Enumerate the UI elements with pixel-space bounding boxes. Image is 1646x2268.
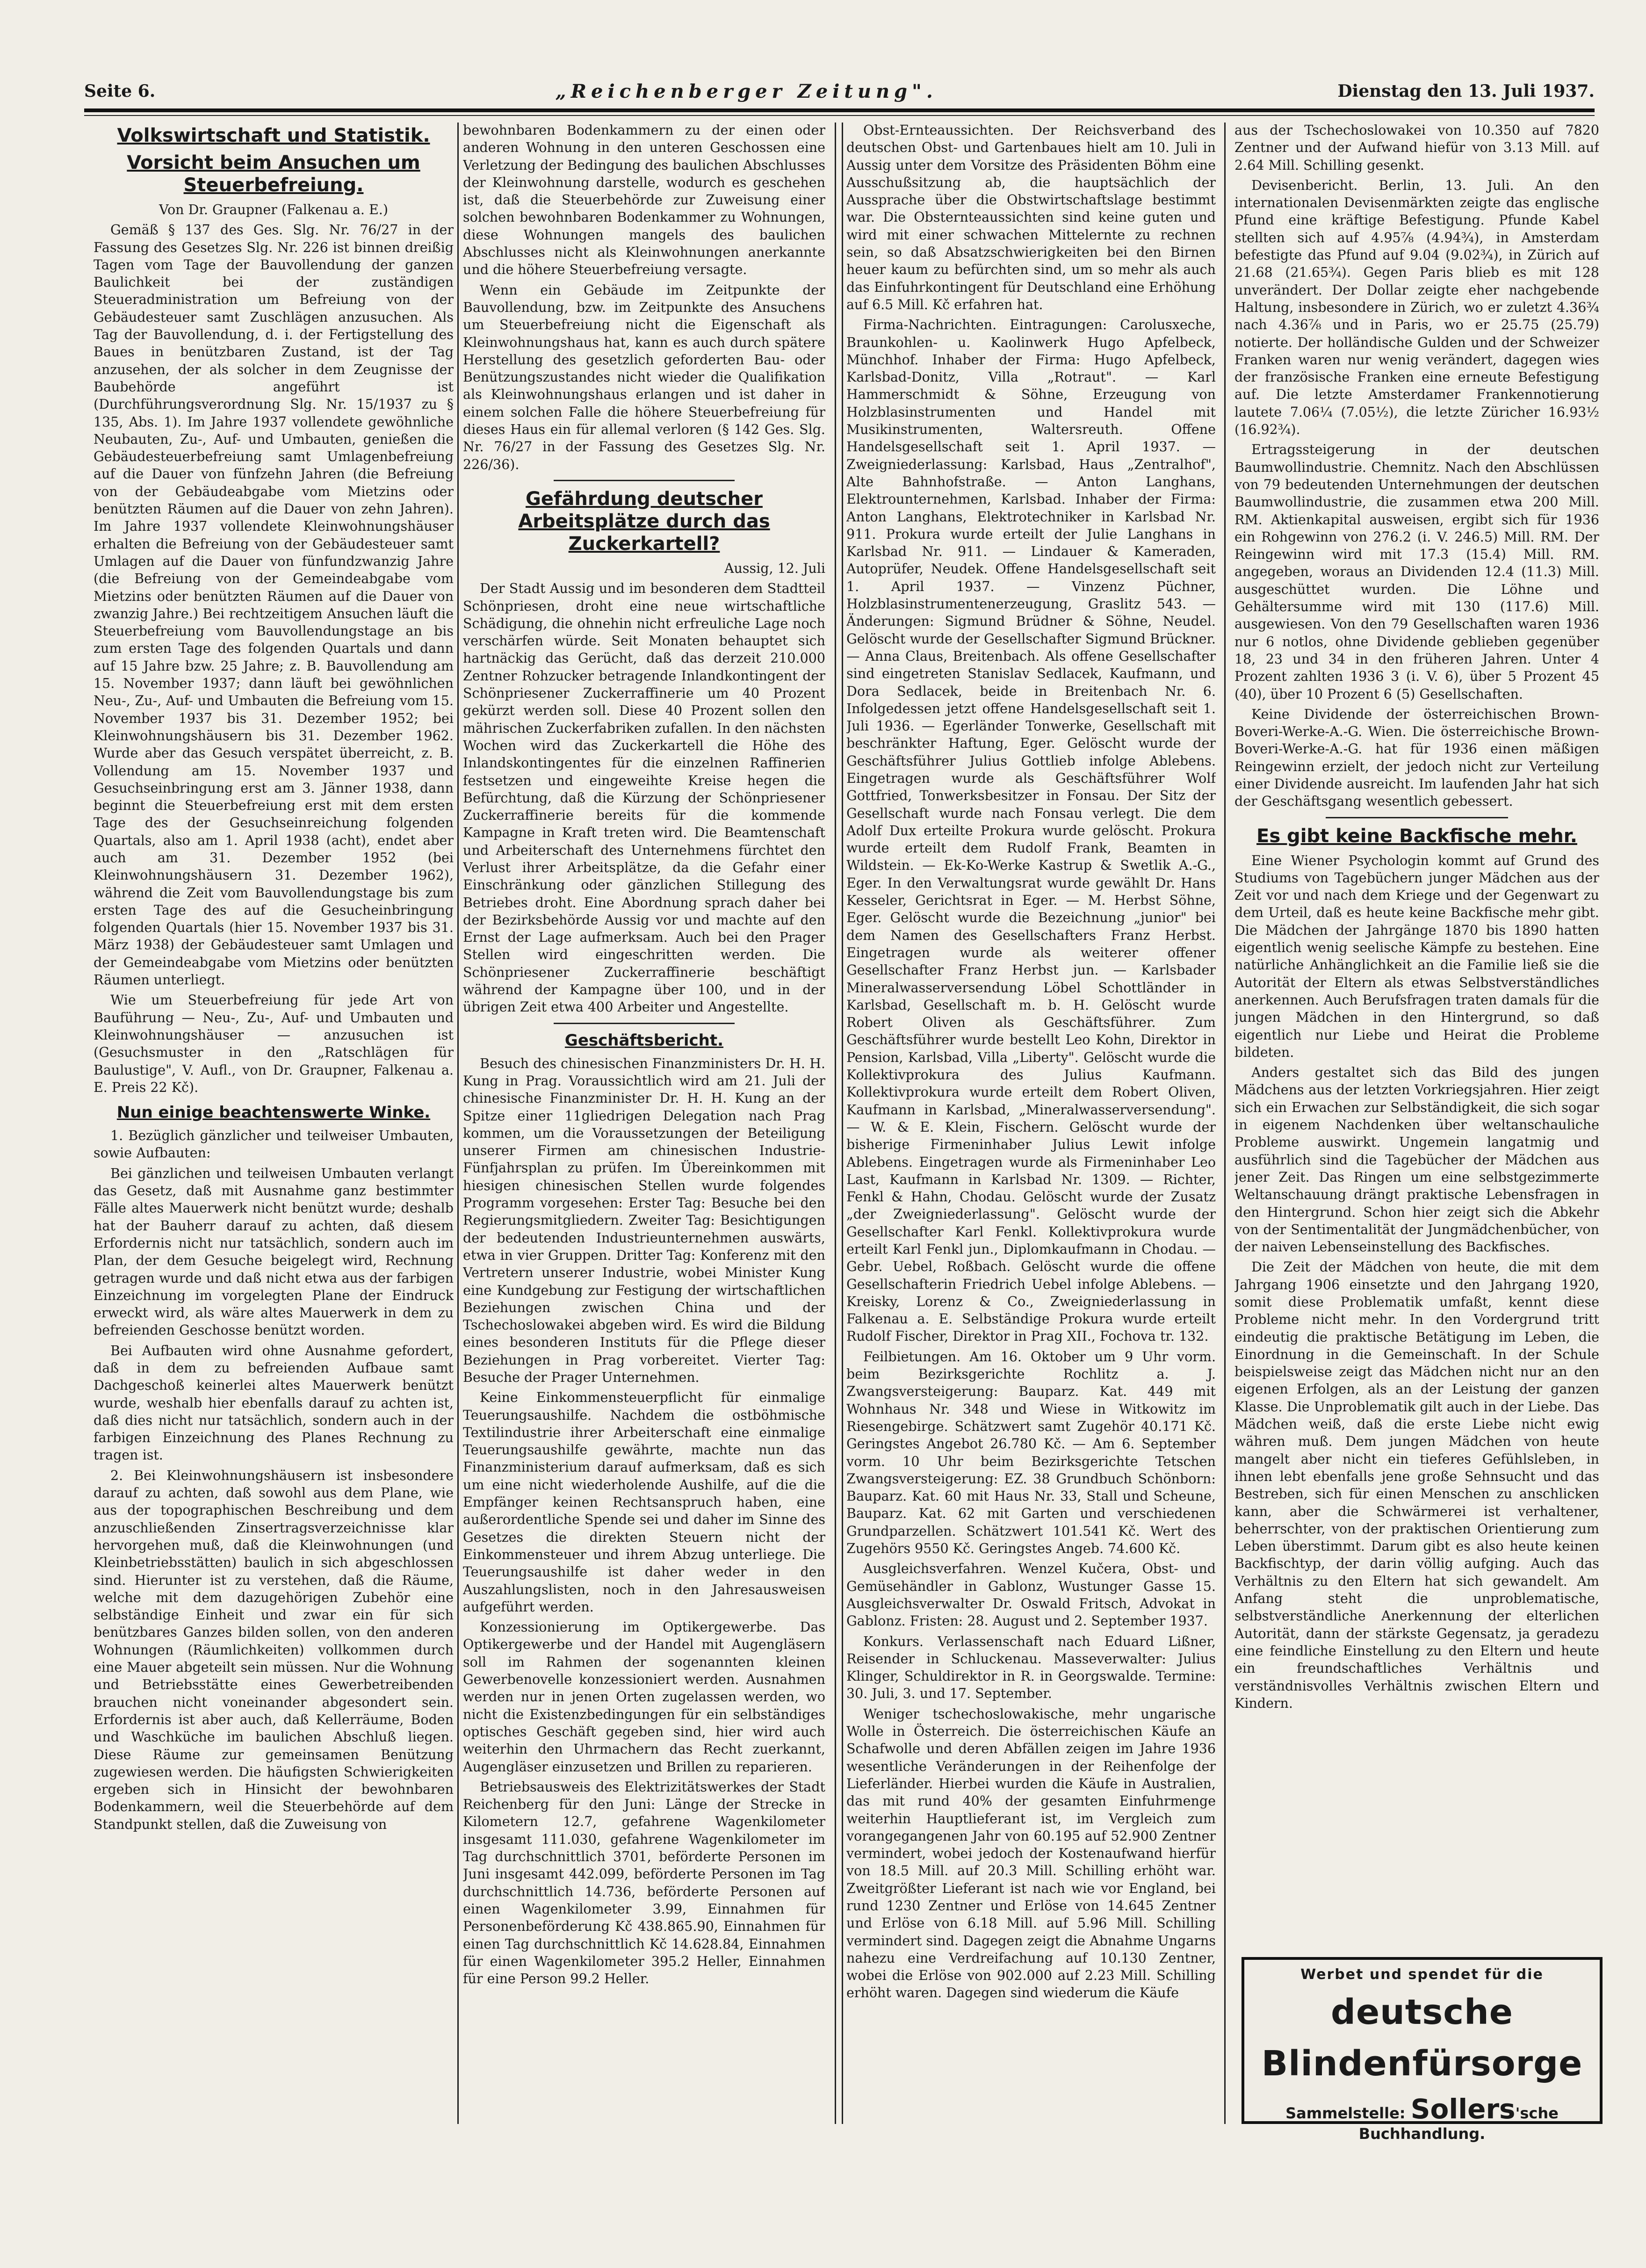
article-separator [554,1023,735,1024]
column-divider [835,123,836,2124]
article-paragraph: Bei Aufbauten wird ohne Ausnahme gefordert, daß in dem zu befreienden Aufbaue samt Dachgeschoß keinerlei altes Mauerwerk benützt wurde, weshalb hier ebenfalls darauf zu achten ist, daß dies nicht nur tatsächlich, sondern auch in der farbigen Einzeichnung des Planes Rechnung zu tragen ist. [94,1343,454,1463]
header-rule-thin [84,115,1595,116]
article-headline: Vorsicht beim Ansuchen um Steuerbefreiung. [127,152,420,196]
ad-footer [1244,2093,1600,2143]
article-paragraph: Gemäß § 137 des Ges. Slg. Nr. 76/27 in der Fassung des Gesetzes Slg. Nr. 226 ist binnen dreißig Tagen vom Tage der Bauvollendung der ganzen Baulichkeit bei der zuständigen Steueradministration um Befreiung von der Gebäudesteuer samt Zuschlägen anzusuchen. Als Tag der Bauvollendung, d. i. der Fertigstellung des Baues in benützbaren Zustand, ist der Tag anzusehen, der als solcher in dem Zeugnisse der Baubehörde angeführt ist (Durchführungsverordnung Slg. Nr. 15/1937 zu § 135, Abs. 1). Im Jahre 1937 vollendete gewöhnliche Neubauten, Zu-, Auf- und Umbauten, genießen die Gebäudesteuerbefreiung samt Umlagenbefreiung auf die Dauer von fünfzehn Jahren (die Befreiung von der Gebäudeabgabe vom Mietzins oder benützten Räumen auf die Dauer von zehn Jahren). Im Jahre 1937 vollendete Kleinwohnungshäuser erhalten die Befreiung von der Gebäudesteuer samt Umlagen auf die Dauer von fünfundzwanzig Jahre (die Befreiung von der Gemeindeabgabe vom Mietzins oder benützten Räumen auf die Dauer von zwanzig Jahre.) Bei rechtzeitigem Ansuchen läuft die Steuerbefreiung vom Bauvollendungstage an bis zum ersten Tage des folgenden Quartals und dann auf 15 Jahre bzw. 25 Jahre; z. B. Bauvollendung am 15. November 1937; dann läuft bei gewöhnlichen Neu-, Zu-, Auf- und Umbauten die Befreiung vom 15. November 1937 bis 31. Dezember 1952; bei Kleinwohnungshäusern bis 31. Dezember 1962. Wurde aber das Gesuch verspätet überreicht, z. B. Vollendung am 15. November 1937 und Gesuchseinbringung erst am 3. Jänner 1938, dann beginnt die Steuerbefreiung erst mit dem ersten Tage des der Gesuchseinreichung folgenden Quartals, also am 1. April 1938 (acht), endet aber auch am 31. Dezember 1952 (bei Kleinwohnungshäusern 31. Dezember 1962), während die Zeit vom Bauvollendungstage bis zum ersten Tage des auf die Gesucheinbringung folgenden Quartals (hier 15. November 1937 bis 31. März 1938) der Gebäudesteuer samt Umlagen und der Gemeindeabgabe vom Mietzins oder benützten Räumen unterliegt. [94,222,454,988]
column-3 [846,122,1216,2165]
column-divider [1224,123,1226,2124]
article-paragraph: Der Stadt Aussig und im besonderen dem Stadtteil Schönpriesen, droht eine neue wirtschaftliche Schädigung, die ohnehin nicht erfreuliche Lage noch verschärfen würde. Seit Monaten behauptet sich hartnäckig das Gerücht, daß das derzeit 210.000 Zentner Rohzucker betragende Inlandkontingent der Schönpriesener Zuckerraffinerie um 40 Prozent gekürzt werden soll. Diese 40 Prozent sollen den mährischen Zuckerfabriken zufallen. In den nächsten Wochen wird das Zuckerkartell die Höhe des Inlandskontingentes für die einzelnen Raffinerien festsetzen und eingeweihte Kreise hegen die Befürchtung, daß die Kürzung der Schönpriesener Zuckerraffinerie bereits für die kommende Kampagne in Kraft treten wird. Die Beamtenschaft und Arbeiterschaft des Unternehmens fürchtet den Verlust ihrer Arbeitsplätze, da die Gefahr einer Einschränkung oder gänzlichen Stillegung des Betriebes droht. Eine Abordnung sprach daher bei der Bezirksbehörde Aussig vor und machte auf den Ernst der Lage aufmerksam. Auch bei den Prager Stellen wird eingeschritten werden. Die Schönpriesener Zuckerraffinerie beschäftigt während der Kampagne über 100, und in der übrigen Zeit etwa 400 Arbeiter und Angestellte. [463,581,825,1015]
article-paragraph: 2. Bei Kleinwohnungshäusern ist insbesondere darauf zu achten, daß sowohl aus dem Plane, wie aus der topographischen Beschreibung und dem anzuschließenden Zinsertragsverzeichnisse klar hervorgehen muß, daß die Kleinwohnungen (und Kleinbetriebsstätten) baulich in sich abgeschlossen sind. Hierunter ist zu verstehen, daß die Räume, welche mit dem dazugehörigen Zubehör eine selbständige Einheit und zwar ein für sich benützbares Ganzes bilden sollen, von den anderen Wohnungen (Räumlichkeiten) vollkommen durch eine Mauer abgeteilt sein müssen. Nur die Wohnung und Betriebsstätte eines Gewerbetreibenden brauchen nicht voneinander abgesondert sein. Erfordernis ist aber auch, daß Kellerräume, Boden und Waschküche im baulichen Abschluß liegen. Diese Räume zur gemeinsamen Benützung zugewiesen werden. Die häufigsten Schwierigkeiten ergeben sich in Hinsicht der bewohnbaren Bodenkammern, weil die Steuerbehörde auf dem Standpunkt stellen, daß die Zuweisung von [94,1467,454,1832]
news-item: Konzessionierung im Optikergewerbe. Das Optikergewerbe und der Handel mit Augengläsern soll im Rahmen der sogenannten kleinen Gewerbenovelle konzessioniert werden. Ausnahmen werden nur in jenen Orten zugelassen werden, wo nicht die Existenzbedingungen für ein selbständiges optisches Geschäft gegeben sind, hier wird auch weiterhin den Uhrmachern das Recht zuerkannt, Augengläser einzusetzen und Brillen zu reparieren. [463,1619,825,1775]
news-item: Obst-Ernteaussichten. Der Reichsverband des deutschen Obst- und Gartenbaues hielt am 10. Juli in Aussig unter dem Vorsitze des Präsidenten Böhm eine Ausschußsitzung ab, die hauptsächlich der Aussprache über die Obstwirtschaftslage bestimmt war. Die Obsternteaussichten sind keine guten und wird mit einer schwachen Mittelernte zu rechnen sein, so daß Absatzschwierigkeiten bei den Birnen heuer kaum zu befürchten sind, um so mehr als auch das Einfuhrkontingent für Deutschland eine Erhöhung auf 6.5 Mill. Kč erfahren hat. [846,123,1216,312]
article-paragraph: Anders gestaltet sich das Bild des jungen Mädchens aus der letzten Vorkriegsjahren. Hier zeigt sich ein Erwachen zur Selbständigkeit, die sich sogar in eigenem Nachdenken über weltanschauliche Probleme auswirkt. Ungemein langatmig und ausführlich sind die Tagebücher der Mädchen aus jener Zeit. Das Ringen um eine selbstgezimmerte Weltanschauung drängt praktische Lebensfragen in den Hintergrund. Schon hier zeigt sich die Abkehr von der Sentimentalität der Jungmädchenbücher, von der naiven Lebenseinstellung des Backfisches. [1234,1065,1599,1255]
column-2 [463,122,825,2165]
article-paragraph: 1. Bezüglich gänzlicher und teilweiser Umbauten, sowie Aufbauten: [94,1128,454,1161]
news-item: Devisenbericht. Berlin, 13. Juli. An den internationalen Devisenmärkten zeigte das englische Pfund eine kräftige Befestigung. Pfunde Kabel stellten sich auf 4.95⅞ (4.94¾), in Amsterdam befestigte das Pfund auf 9.04 (9.02¾), in Zürich auf 21.68 (21.65¾). Gegen Paris blieb es mit 128 unverändert. Der Dollar zeigte eher nachgebende Haltung, insbesondere in Zürich, wo er zuletzt 4.36¾ nach 4.36⅞ und in Paris, wo er 25.75 (25.79) notierte. Der holländische Gulden und der Schweizer Franken waren nur wenig verändert, dagegen wies der französische Franken eine erneute Befestigung auf. Die letzte Amsterdamer Frankennotierung lautete 7.06¼ (7.05½), die letzte Züricher 16.93½ (16.92¾). [1234,177,1599,438]
ad-tagline: Werbet und spendet für die [1300,1966,1544,1983]
column-divider [842,123,843,2124]
news-item: Keine Einkommensteuerpflicht für einmalige Teuerungsaushilfe. Nachdem die ostböhmische Textilindustrie ihrer Arbeiterschaft eine einmalige Teuerungsaushilfe gewährte, machte nun das Finanzministerium darauf aufmerksam, daß es sich um eine nicht wiederholende Aushilfe, auf die die Empfänger keinen Rechtsanspruch haben, eine außerordentliche Spende sei und daher im Sinne des Gesetzes die direkten Steuern nicht der Einkommensteuer und ihrem Abzug unterliege. Die Teuerungsaushilfe ist daher weder in den Auszahlungslisten, noch in den Jahresausweisen aufgeführt werden. [463,1390,825,1615]
article-byline: Von Dr. Graupner (Falkenau a. E.) [159,202,388,217]
page-header [84,75,1595,108]
ad-footer-label: Sammelstelle: [1285,2104,1406,2122]
article-paragraph: Wie um Steuerbefreiung für jede Art von Bauführung — Neu-, Zu-, Auf- und Umbauten und Kleinwohnungshäuser — anzusuchen ist (Gesuchsmuster in den „Ratschlägen für Baulustige", V. Aufl., von Dr. Graupner, Falkenau a. E. Preis 22 Kč). [94,992,454,1095]
news-item: Keine Dividende der österreichischen Brown-Boveri-Werke-A.-G. Wien. Die österreichische Brown-Boveri-Werke-A.-G. hat für 1936 einen mäßigen Reingewinn erzielt, der jedoch nicht zur Verteilung einer Dividende ausreicht. Im laufenden Jahr hat sich der Geschäftsgang wesentlich gebessert. [1234,706,1599,809]
article-headline: Es gibt keine Backfische mehr. [1256,825,1577,847]
section-title: Volkswirtschaft und Statistik. [117,125,430,146]
news-item: aus der Tschechoslowakei von 10.350 auf 7820 Zentner und der Aufwand hiefür von 3.13 Mill. auf 2.64 Mill. Schilling gesenkt. [1234,123,1599,173]
news-item: Besuch des chinesischen Finanzministers Dr. H. H. Kung in Prag. Voraussichtlich wird am 21. Juli der chinesische Finanzminister Dr. H. H. Kung an der Spitze einer 11gliedrigen Delegation nach Prag kommen, um die Voraussetzungen der Beteiligung unserer Firmen am chinesischen Industrie-Fünfjahrsplan zu prüfen. Im Übereinkommen mit hiesigen chinesischen Stellen wurde folgendes Programm vorgesehen: Erster Tag: Besuche bei den Regierungsmitgliedern. Zweiter Tag: Besichtigungen der bedeutenden Industrieunternehmen auswärts, etwa in vier Gruppen. Dritter Tag: Konferenz mit den Vertretern unserer Industrie, wobei Minister Kung eine Kundgebung zur Festigung der wirtschaftlichen Beziehungen zwischen China und der Tschechoslowakei abgeben wird. Es wird die Bildung eines besonderen Instituts für die Pflege dieser Beziehungen in Prag vorbereitet. Vierter Tag: Besuche der Prager Unternehmen. [463,1055,825,1385]
article-subheading: Nun einige beachtenswerte Winke. [116,1103,431,1122]
masthead: „Reichenberger Zeitung". [555,80,938,102]
news-item: Betriebsausweis des Elektrizitätswerkes der Stadt Reichenberg für den Juni: Länge der Strecke in Kilometern 12.7, gefahrene Wagenkilometer insgesamt 111.030, gefahrene Wagenkilometer im Tag durchschnittlich 3701, beförderte Personen im Juni insgesamt 442.099, beförderte Personen im Tag durchschnittlich 14.736, beförderte Personen auf einen Wagenkilometer 3.99, Einnahmen für Personenbeförderung Kč 438.865.90, Einnahmen für einen Tag durchschnittlich Kč 14.628.84, Einnahmen für einen Wagenkilometer 395.2 Heller, Einnahmen für eine Person 99.2 Heller. [463,1779,825,1987]
article-separator [554,480,735,481]
article-paragraph: Wenn ein Gebäude im Zeitpunkte der Bauvollendung, bzw. im Zeitpunkte des Ansuchens um Steuerbefreiung nicht die Eigenschaft als Kleinwohnungshaus hat, kann es auch durch spätere Herstellung des gesetzlich geforderten Bau- oder Benützungszustandes nicht wieder die Qualifikation als Kleinwohnungshaus erlangen und ist daher in einem solchen Falle die höhere Steuerbefreiung für dieses Haus ein für allemal verloren (§ 142 Ges. Slg. Nr. 76/27 in der Fassung des Gesetzes Slg. Nr. 226/36). [463,282,825,472]
news-item: Ertragssteigerung in der deutschen Baumwollindustrie. Chemnitz. Nach den Abschlüssen von 79 bedeutenden Unternehmungen der deutschen Baumwollindustrie, die zusammen etwa 200 Mill. RM. Aktienkapital ausweisen, ergibt sich für 1936 ein Rohgewinn von 276.2 (i. V. 246.5) Mill. RM. Der Reingewinn wird mit 17.3 (15.4) Mill. RM. angegeben, woraus an Dividenden 12.4 (11.3) Mill. ausgeschüttet wurden. Die Löhne und Gehältersumme wird mit 130 (117.6) Mill. ausgewiesen. Von den 79 Gesellschaften waren 1936 nur 6 notlos, ohne Dividende geblieben gegenüber 18, 23 und 34 in den früheren Jahren. Unter 4 Prozent zahlten 1936 3 (i. V. 6), über 5 Prozent 45 (40), über 10 Prozent 6 (5) Gesellschaften. [1234,442,1599,702]
column-divider [457,123,459,2124]
news-item: Feilbietungen. Am 16. Oktober um 9 Uhr vorm. beim Bezirksgerichte Rochlitz a. J. Zwangsversteigerung: Bauparz. Kat. 449 mit Wohnhaus Nr. 348 und Wiese in Witkowitz im Riesengebirge. Schätzwert samt Zugehör 40.171 Kč. Geringstes Angebot 26.780 Kč. — Am 6. September vorm. 10 Uhr beim Bezirksgerichte Tetschen Zwangsversteigerung: EZ. 38 Grundbuch Schönborn: Bauparz. Kat. 60 mit Haus Nr. 33, Stall und Scheune, Bauparz. Kat. 62 mit Garten und verschiedenen Grundparzellen. Schätzwert 101.541 Kč. Wert des Zugehörs 9550 Kč. Geringstes Angeb. 74.600 Kč. [846,1349,1216,1557]
article-paragraph: Eine Wiener Psychologin kommt auf Grund des Studiums von Tagebüchern junger Mädchen aus der Zeit vor und nach dem Kriege und der Gegenwart zu dem Urteil, daß es heute keine Backfische mehr gibt. Die Mädchen der Jahrgänge 1870 bis 1890 hatten eigentlich wenig seelische Kämpfe zu bestehen. Eine natürliche Anhänglichkeit an die Familie ließ sie die Autorität der Eltern als etwas Selbstverständliches anerkennen. Auch Berufsfragen traten damals für die jungen Mädchen in den Hintergrund, so daß eigentlich nur Liebe und Heirat die Probleme bildeten. [1234,852,1599,1060]
news-item: Ausgleichsverfahren. Wenzel Kučera, Obst- und Gemüsehändler in Gablonz, Wustunger Gasse 15. Ausgleichsverwalter Dr. Oswald Fritsch, Advokat in Gablonz. Fristen: 28. August und 2. September 1937. [846,1561,1216,1629]
news-item: Weniger tschechoslowakische, mehr ungarische Wolle in Österreich. Die österreichischen Käufe an Schafwolle und deren Abfällen zeigen im Jahre 1936 wesentliche Veränderungen in der Reihenfolge der Lieferländer. Hierbei wurden die Käufe in Australien, das mit rund 40% der gesamten Einfuhrmenge weiterhin Hauptlieferant ist, im Vergleich zum vorangegangenen Jahr von 60.195 auf 52.900 Zentner vermindert, wobei jedoch der Kostenaufwand hierfür von 18.5 Mill. auf 20.3 Mill. Schilling erhöht war. Zweitgrößter Lieferant ist nach wie vor England, bei rund 1230 Zentner und Erlöse von 14.645 Zentner und Erlöse von 6.18 Mill. auf 5.96 Mill. Schilling vermindert sind. Dagegen zeigt die Abnahme Ungarns nahezu eine Verdreifachung auf 10.130 Zentner, wobei die Erlöse von 902.000 auf 2.23 Mill. Schilling erhöht waren. Dagegen sind wiederum die Käufe [846,1706,1216,2001]
column-1 [94,122,454,2165]
section-title: Geschäftsbericht. [564,1031,724,1050]
column-4 [1234,122,1599,1945]
ad-footer-name: Sollers [1410,2093,1516,2125]
page-number: Seite 6. [84,81,156,101]
article-paragraph: bewohnbaren Bodenkammern zu der einen oder anderen Wohnung in den unteren Geschossen eine Verletzung der Bedingung des baulichen Abschlusses der Kleinwohnung darstelle, wodurch es geschehen ist, daß die Steuerbehörde zur Zuweisung einer solchen bewohnbaren Bodenkammer zu Wohnungen, diese Wohnungen mangels des baulichen Abschlusses nicht als Kleinwohnungen anerkannte und die höhere Steuerbefreiung versagte. [463,123,825,278]
advertisement-box [1242,1957,1603,2143]
header-rule [84,108,1595,112]
article-headline: Gefährdung deutscher Arbeitsplätze durch das Zuckerkartell? [518,488,770,555]
article-paragraph: Bei gänzlichen und teilweisen Umbauten verlangt das Gesetz, daß mit Ausnahme ganz bestimmter Fälle altes Mauerwerk nicht benützt wurde; deshalb hat der Bauherr darauf zu achten, daß diesem Erfordernis nicht nur tatsächlich, sondern auch im Plan, der dem Gesuche beigelegt wird, Rechnung getragen wurde und daß nicht etwa aus der farbigen Einzeichnung im vorgelegten Plane der Eindruck erweckt wird, als wäre altes Mauerwerk in dem zu befreienden Geschosse benützt worden. [94,1165,454,1338]
article-separator [1326,817,1508,818]
news-item: Firma-Nachrichten. Eintragungen: Carolusxeche, Braunkohlen- u. Kaolinwerk Hugo Apfelbeck, Münchhof. Inhaber der Firma: Hugo Apfelbeck, Karlsbad-Donitz, Villa „Rotraut". — Karl Hammerschmidt & Söhne, Erzeugung von Holzblasinstrumenten und Handel mit Musikinstrumenten, Waltersreuth. Offene Handelsgesellschaft seit 1. April 1937. — Zweigniederlassung: Karlsbad, Haus „Zentralhof", Alte Bahnhofstraße. — Anton Langhans, Elektrounternehmen, Karlsbad. Inhaber der Firma: Anton Langhans, Elektrotechniker in Karlsbad Nr. 911. Prokura wurde erteilt der Julie Langhans in Karlsbad Nr. 911. — Lindauer & Kameraden, Autoprüfer, Neudek. Offene Handelsgesellschaft seit 1. April 1937. — Vinzenz Püchner, Holzblasinstrumentenerzeugung, Graslitz 543. — Änderungen: Sigmund Brüdner & Söhne, Neudel. Gelöscht wurde der Gesellschafter Sigmund Brückner. — Anna Claus, Breitenbach. Als offene Gesellschafter sind eingetreten Stanislav Sedlacek, Kaufmann, und Dora Sedlacek, beide in Breitenbach Nr. 6. Infolgedessen jetzt offene Handelsgesellschaft seit 1. Juli 1936. — Egerländer Tonwerke, Gesellschaft mit beschränkter Haftung, Eger. Gelöscht wurde der Geschäftsführer Julius Gottlieb infolge Ablebens. Eingetragen wurde als Geschäftsführer Wolf Gottfried, Tonwerksbesitzer in Fonsau. Der Sitz der Gesellschaft wurde nach Fonsau verlegt. Die dem Adolf Dux erteilte Prokura wurde gelöscht. Prokura wurde erteilt dem Rudolf Frank, Beamten in Wildstein. — Ek-Ko-Werke Kastrup & Swetlik A.-G., Eger. In den Verwaltungsrat wurde gewählt Dr. Hans Kesseler, Gerichtsrat in Eger. — M. Herbst Söhne, Eger. Gelöscht wurde die Bezeichnung „junior" bei dem Namen des Gesellschafters Franz Herbst. Eingetragen wurde als weiterer offener Gesellschafter Franz Herbst jun. — Karlsbader Mineralwasserversendung Löbel Schottländer in Karlsbad, Gesellschaft m. b. H. Gelöscht wurde Robert Oliven als Geschäftsführer. Zum Geschäftsführer wurde bestellt Leo Kohn, Direktor in Pension, Karlsbad, Villa „Liberty". Gelöscht wurde die Kollektivprokura des Julius Kaufmann. Kollektivprokura wurde erteilt dem Robert Oliven, Kaufmann in Karlsbad, „Mineralwasserversendung". — W. & E. Klein, Fischern. Gelöscht wurde der bisherige Firmeninhaber Julius Lewit infolge Ablebens. Eingetragen wurde als Firmeninhaber Leo Last, Kaufmann in Karlsbad Nr. 1309. — Richter, Fenkl & Hahn, Chodau. Gelöscht wurde der Zusatz „der Zweigniederlassung". Gelöscht wurde der Gesellschafter Karl Fenkl. Kollektivprokura wurde erteilt Karl Fenkl jun., Diplomkaufmann in Chodau. — Gebr. Uebel, Roßbach. Gelöscht wurde die offene Gesellschafterin Friedrich Uebel infolge Ablebens. — Kreisky, Lorenz & Co., Zweigniederlassung in Falkenau a. E. Selbständige Prokura wurde erteilt Rudolf Fischer, Direktor in Prag XII., Fochova tr. 132. [846,317,1216,1344]
issue-date: Dienstag den 13. Juli 1937. [1337,81,1595,101]
ad-footer-suffix: 'sche Buchhandlung. [1358,2104,1559,2143]
ad-title: deutsche Blindenfürsorge [1261,1992,1583,2084]
news-item: Konkurs. Verlassenschaft nach Eduard Lißner, Reisender in Schluckenau. Masseverwalter: Julius Klinger, Schuldirektor in R. in Georgswalde. Termine: 30. Juli, 3. und 17. September. [846,1633,1216,1702]
article-paragraph: Die Zeit der Mädchen von heute, die mit dem Jahrgang 1906 einsetzte und den Jahrgang 1920, somit diese Problematik umfaßt, kennt diese Probleme nicht mehr. In den Vordergrund tritt eindeutig die praktische Betätigung im Leben, die Einordnung in die Gemeinschaft. In der Schule beispielsweise zeigt das Mädchen nicht nur an den eigenen Erfolgen, als an der Leistung der ganzen Klasse. Die Unproblematik gilt auch in der Liebe. Das Mädchen weiß, daß die erste Liebe nicht ewig währen muß. Dem jungen Mädchen von heute mangelt aber nicht ein tieferes Gefühlsleben, in ihnen lebt ebenfalls jene große Sehnsucht und das Bestreben, sich für einen Menschen zu anschlicken kann, aber die Schwärmerei ist verhaltener, beherrschter, von der praktischen Orientierung zum Leben überstimmt. Darum gibt es also heute keinen Backfischtyp, der darin völlig aufging. Auch das Verhältnis zu den Eltern hat sich gewandelt. Am Anfang steht die unproblematische, selbstverständliche Anerkennung der elterlichen Autorität, dann der stärkste Gegensatz, ja geradezu eine feindliche Einstellung zu den Eltern und heute ein freundschaftliches Verhältnis und verständnisvolles Verhältnis zwischen Eltern und Kindern. [1234,1259,1599,1711]
article-dateline: Aussig, 12. Juli [724,560,825,576]
